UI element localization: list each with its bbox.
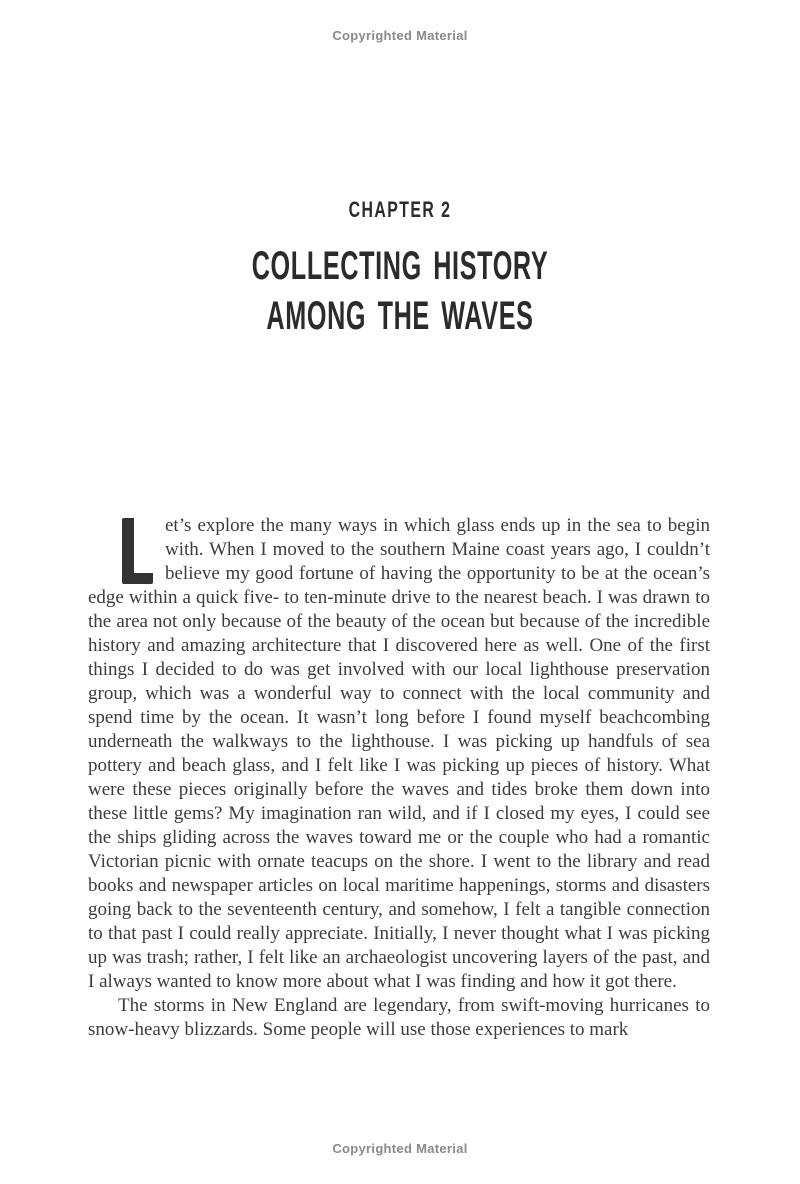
chapter-title [0, 241, 800, 341]
chapter-number-label: CHAPTER 2 [348, 197, 452, 222]
drop-cap-letter [122, 518, 153, 584]
chapter-title-line-2: AMONG THE WAVES [266, 294, 534, 338]
copyright-notice-top: Copyrighted Material [332, 28, 468, 43]
paragraph-1-text: et’s explore the many ways in which glass ends up in the sea to begin with. When I moved to the southern Maine coast years ago, I couldn’t believe my good fortune of having the opportunity to be at the ocean’s edge within a quick five- to ten-minute drive to the nearest beach. I was drawn to the area not only because of the beauty of the ocean but because of the incredible history and amazing architecture that I discovered here as well. One of the first things I decided to do was get involved with our local lighthouse preservation group, which was a wonderful way to connect with the local community and spend time by the ocean. It wasn’t long before I found myself beachcombing underneath the walkways to the lighthouse. I was picking up handfuls of sea pottery and beach glass, and I felt like I was picking up pieces of history. What were these pieces originally before the waves and tides broke them down into these little gems? My imagination ran wild, and if I closed my eyes, I could see the ships gliding across the waves toward me or the couple who had a romantic Victorian picnic with ornate teacups on the shore. I went to the library and read books and newspaper articles on local maritime happenings, storms and disasters going back to the seventeenth century, and somehow, I felt a tangible connection to that past I could really appreciate. Initially, I never thought what I was picking up was trash; rather, I felt like an archaeologist uncovering layers of the past, and I always wanted to know more about what I was finding and how it got there. [88, 515, 710, 992]
chapter-heading [0, 199, 800, 341]
copyright-notice-bottom: Copyrighted Material [332, 1141, 468, 1156]
paragraph-2: The storms in New England are legendary, from swift-moving hurricanes to snow-heavy blizzards. Some people will use those experiences to mark [88, 995, 710, 1040]
body-text [88, 514, 710, 1042]
chapter-title-line-1: COLLECTING HISTORY [251, 244, 549, 288]
paragraph-1 [88, 514, 710, 994]
